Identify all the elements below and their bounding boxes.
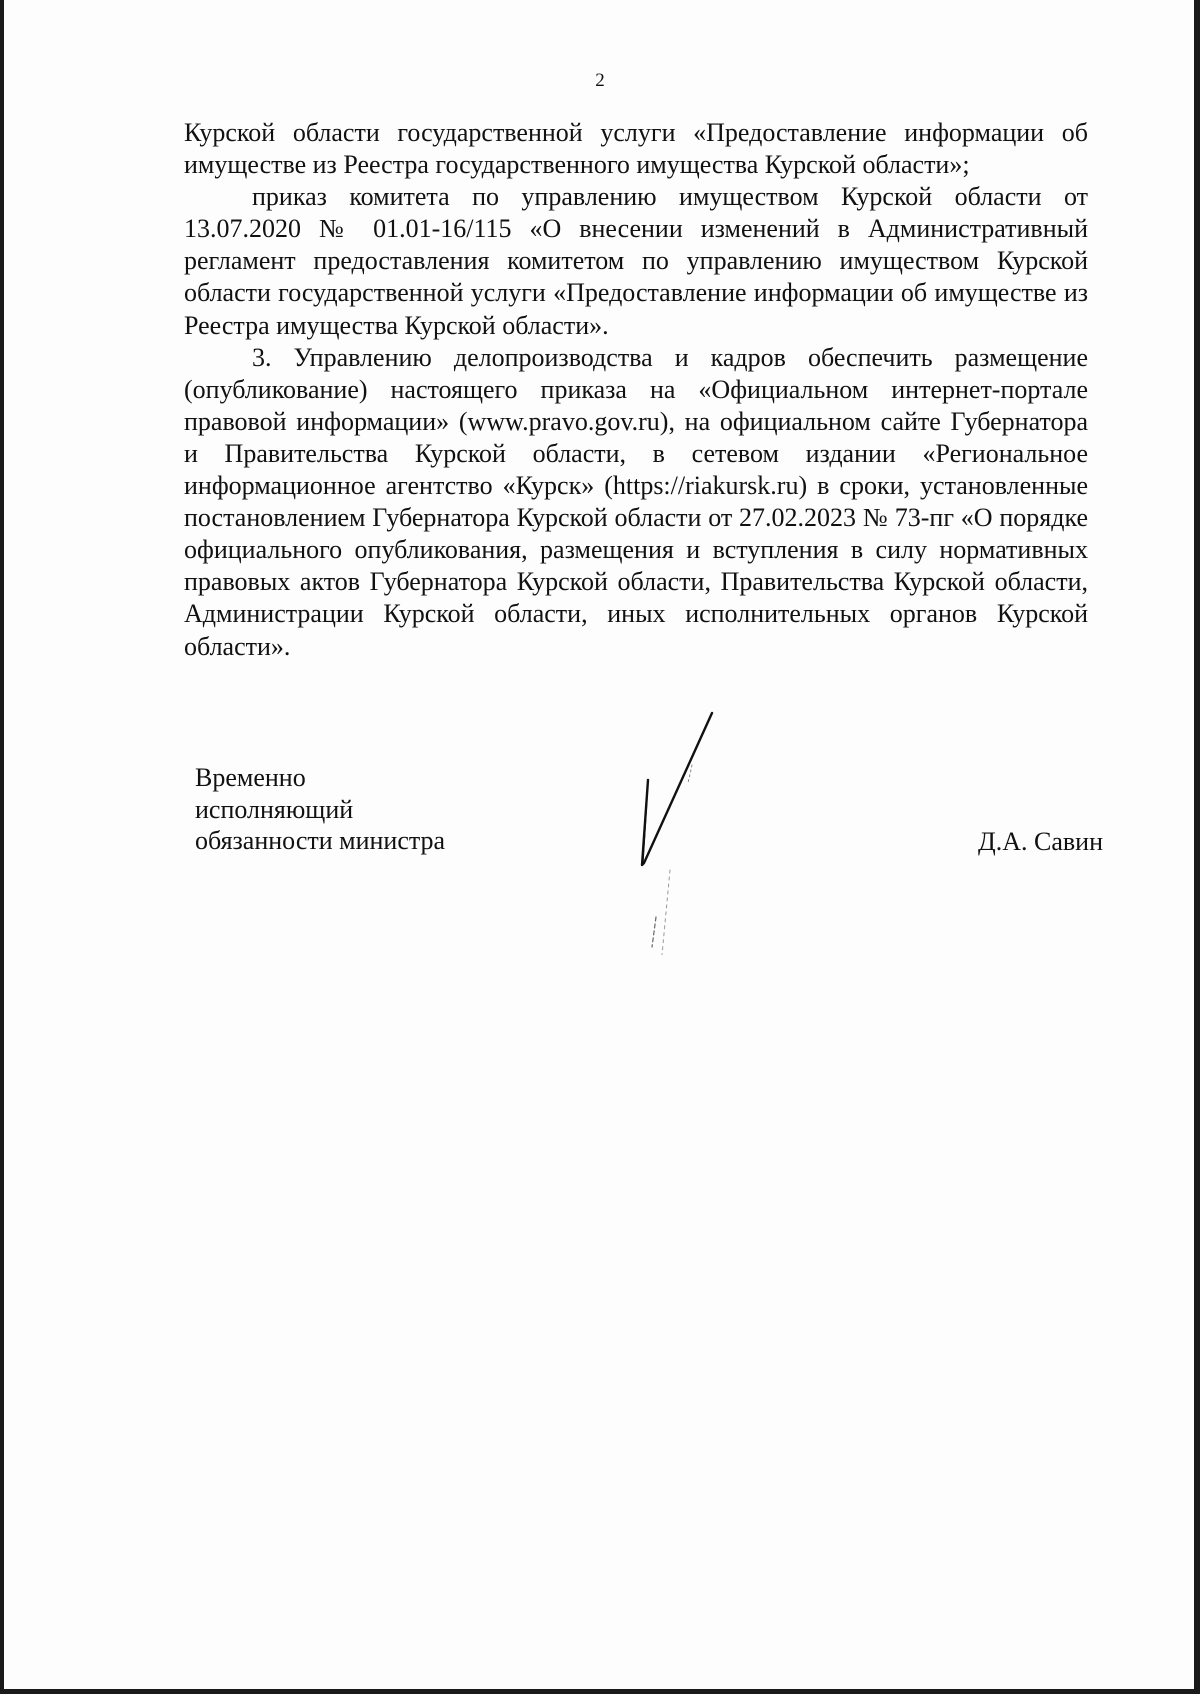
paragraph-continuation: Курской области государственной услуги «Предоставление информации об имуществе из Реестра государственного имущества Курской области»; <box>184 118 1088 180</box>
scan-edge-bottom <box>0 1689 1200 1694</box>
signatory-title-line: исполняющий <box>195 794 354 824</box>
scan-edge-left <box>0 0 4 1694</box>
paragraph-order-reference: приказ комитета по управлению имуществом Курской области от 13.07.2020 № 01.01-16/115 «О внесении изменений в Административный регламент предоставления комитетом по управлению имуществом Курской области государственной услуги «Предоставление информации об имуществе из Реестра имущества Курской области». <box>184 182 1088 340</box>
signatory-name: Д.А. Савин <box>978 827 1103 856</box>
signatory-title-line: обязанности министра <box>195 826 446 855</box>
paragraph-item-3: 3. Управлению делопроизводства и кадров обеспечить размещение (опубликование) настоящего приказа на «Официальном интернет-портале правовой информации» (www.pravo.gov.ru), на официальном сайте Губернатора и Правительства Курской области, в сетевом издании «Региональное информационное агентство «Курск» (https://riakursk.ru) в сроки, установленные постановлением Губернатора Курской области от 27.02.2023 № 73-пг «О порядке официального опубликования, размещения и вступления в силу нормативных правовых актов Губернатора Курской области, Правительства Курской области, Администрации Курской области, иных исполнительных органов Курской области». <box>184 342 1088 661</box>
signatory-title-line: Временно <box>195 763 306 792</box>
page-number: 2 <box>595 70 605 91</box>
handwritten-signature <box>630 705 740 955</box>
body-text <box>184 117 1088 663</box>
scan-edge-right <box>1194 0 1200 1694</box>
signatory-title <box>195 762 555 857</box>
